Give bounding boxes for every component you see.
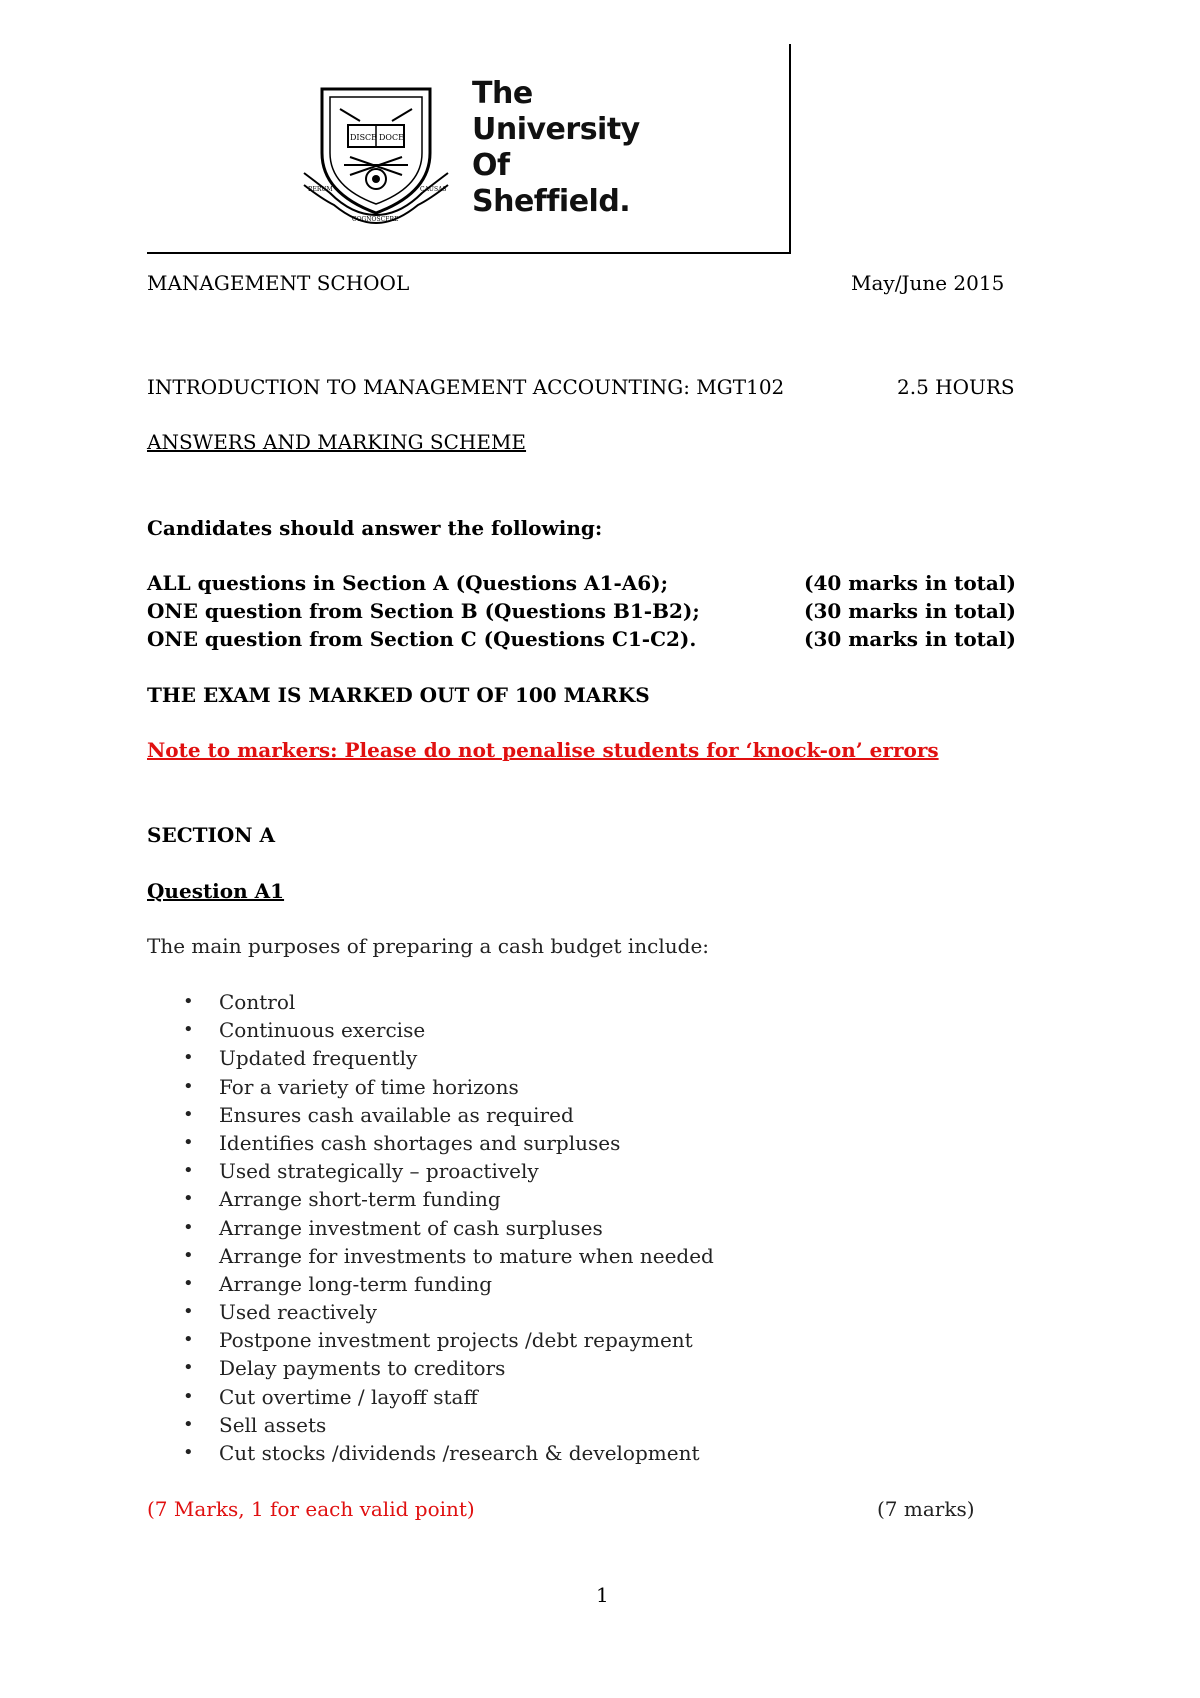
bullet-icon: • [183,1357,194,1379]
list-item [183,1185,714,1213]
list-item [183,1044,714,1072]
list-item-text: For a variety of time horizons [219,1074,519,1099]
list-item [183,1298,714,1326]
bullet-icon: • [183,1019,194,1041]
list-item-text: Used reactively [219,1300,377,1325]
question-marks: (7 marks) [877,1497,975,1521]
list-item-text: Continuous exercise [219,1018,426,1043]
crest-motto-cognoscere: COGNOSCERE [352,216,399,223]
crest-motto-rerum: RERUM [308,186,333,193]
wordmark-line: University [472,112,640,147]
list-item-text: Delay payments to creditors [219,1356,506,1381]
list-item-text: Sell assets [219,1412,327,1437]
list-item-text: Arrange long-term funding [219,1271,493,1296]
header-box-bottom-rule [147,252,791,254]
bullet-icon: • [183,1188,194,1210]
instructions-lead: Candidates should answer the following: [147,516,603,540]
header-box-right-rule [789,44,791,254]
marking-note: (7 Marks, 1 for each valid point) [147,1497,475,1521]
list-item [183,1354,714,1382]
crest-motto-causas: CAUSAS [420,186,447,193]
bullet-icon: • [183,1075,194,1097]
question-title: Question A1 [147,879,285,903]
section-title: SECTION A [147,823,276,847]
bullet-icon: • [183,1413,194,1435]
question-prompt: The main purposes of preparing a cash budget include: [147,934,710,958]
total-marks-statement: THE EXAM IS MARKED OUT OF 100 MARKS [147,683,650,707]
list-item [183,1411,714,1439]
list-item [183,1439,714,1467]
exam-duration: 2.5 HOURS [897,375,1015,399]
list-item [183,1101,714,1129]
purposes-list [183,988,714,1467]
bullet-icon: • [183,1272,194,1294]
list-item-text: Arrange for investments to mature when needed [219,1243,714,1268]
list-item [183,1073,714,1101]
bullet-icon: • [183,1329,194,1351]
list-item [183,1326,714,1354]
instruction-row-marks: (30 marks in total) [804,627,1016,651]
list-item-text: Cut overtime / layoff staff [219,1384,478,1409]
university-crest-icon [300,75,452,225]
list-item [183,1157,714,1185]
university-wordmark [472,76,640,220]
crest-motto-doce: DOCE [379,133,404,142]
exam-session: May/June 2015 [851,271,1005,295]
module-title: INTRODUCTION TO MANAGEMENT ACCOUNTING: MGT102 [147,375,785,399]
list-item-text: Arrange investment of cash surpluses [219,1215,603,1240]
list-item [183,1016,714,1044]
bullet-icon: • [183,1047,194,1069]
instruction-row-marks: (40 marks in total) [804,571,1016,595]
list-item-text: Used strategically – proactively [219,1159,539,1184]
list-item [183,988,714,1016]
bullet-icon: • [183,1160,194,1182]
wordmark-line: Sheffield. [472,184,631,219]
document-type-heading: ANSWERS AND MARKING SCHEME [147,430,527,454]
list-item [183,1270,714,1298]
list-item [183,1383,714,1411]
list-item-text: Ensures cash available as required [219,1102,574,1127]
instruction-row-text: ONE question from Section B (Questions B1-B2); [147,599,700,623]
bullet-icon: • [183,1216,194,1238]
bullet-icon: • [183,991,194,1012]
department-name: MANAGEMENT SCHOOL [147,271,410,295]
list-item-text: Cut stocks /dividends /research & development [219,1441,700,1465]
bullet-icon: • [183,1103,194,1125]
crest-motto-disce: DISCE [350,133,378,142]
instruction-row-marks: (30 marks in total) [804,599,1016,623]
bullet-icon: • [183,1385,194,1407]
list-item-text: Identifies cash shortages and surpluses [219,1130,621,1155]
list-item [183,1242,714,1270]
wordmark-line: The [472,76,533,111]
page-number: 1 [596,1583,609,1607]
wordmark-line: Of [472,148,510,183]
list-item-text: Arrange short-term funding [219,1187,501,1212]
instruction-row-text: ONE question from Section C (Questions C1-C2). [147,627,697,651]
list-item-text: Control [219,990,296,1014]
list-item-text: Updated frequently [219,1046,418,1071]
bullet-icon: • [183,1442,194,1463]
list-item [183,1214,714,1242]
bullet-icon: • [183,1301,194,1323]
instruction-row-text: ALL questions in Section A (Questions A1-A6); [147,571,669,595]
marker-note: Note to markers: Please do not penalise students for ‘knock-on’ errors [147,738,939,762]
list-item [183,1129,714,1157]
list-item-text: Postpone investment projects /debt repayment [219,1328,693,1353]
bullet-icon: • [183,1131,194,1153]
bullet-icon: • [183,1244,194,1266]
